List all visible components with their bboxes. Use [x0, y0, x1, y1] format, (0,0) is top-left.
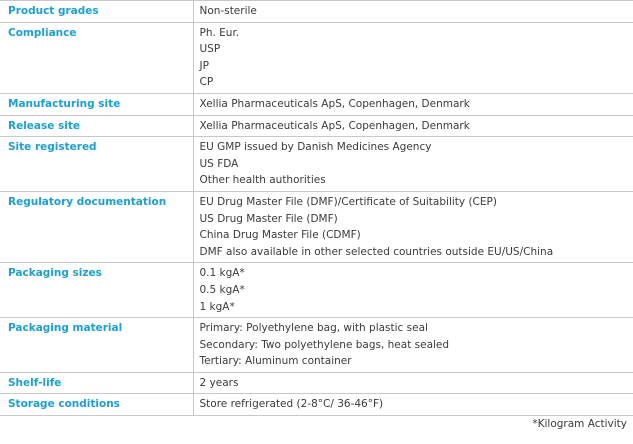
value-line: EU GMP issued by Danish Medicines Agency [199, 141, 432, 154]
spec-row-regulatory-documentation [0, 191, 633, 262]
value-line: 0.1 kgA* [199, 267, 245, 280]
value-line: US Drug Master File (DMF) [199, 212, 338, 225]
value-line: US FDA [199, 157, 239, 170]
value-line: Other health authorities [199, 174, 326, 187]
row-label: Shelf-life [0, 372, 193, 394]
value-line: 2 years [199, 376, 239, 389]
row-label: Compliance [0, 22, 193, 93]
value-line: EU Drug Master File (DMF)/Certificate of Suitability (CEP) [199, 195, 497, 208]
row-label: Product grades [0, 1, 193, 23]
spec-row-product-grades [0, 1, 633, 23]
spec-row-packaging-material [0, 318, 633, 373]
row-label: Storage conditions [0, 394, 193, 416]
value-line: Ph. Eur. [199, 26, 240, 39]
value-line: 1 kgA* [199, 300, 235, 313]
row-value [193, 137, 633, 192]
value-line: Xellia Pharmaceuticals ApS, Copenhagen, Denmark [199, 119, 470, 132]
row-label: Packaging sizes [0, 263, 193, 318]
row-label: Release site [0, 115, 193, 137]
spec-row-release-site [0, 115, 633, 137]
value-line: Non-sterile [199, 5, 257, 17]
row-value [193, 191, 633, 262]
row-value [193, 372, 633, 394]
value-line: DMF also available in other selected countries outside EU/US/China [199, 245, 554, 258]
row-value [193, 263, 633, 318]
value-line: Primary: Polyethylene bag, with plastic seal [199, 322, 428, 335]
value-line: Tertiary: Aluminum container [199, 355, 352, 368]
spec-row-compliance [0, 22, 633, 93]
value-line: China Drug Master File (CDMF) [199, 229, 361, 242]
value-line: Store refrigerated (2-8°C/ 36-46°F) [199, 398, 384, 411]
row-value [193, 22, 633, 93]
row-label: Packaging material [0, 318, 193, 373]
value-line: CP [199, 76, 214, 89]
value-line: Xellia Pharmaceuticals ApS, Copenhagen, Denmark [199, 97, 470, 110]
row-value [193, 1, 633, 23]
value-line: 0.5 kgA* [199, 283, 245, 296]
spec-row-manufacturing-site [0, 93, 633, 115]
value-line: Secondary: Two polyethylene bags, heat sealed [199, 338, 450, 351]
row-label: Regulatory documentation [0, 191, 193, 262]
row-value [193, 115, 633, 137]
value-line: JP [199, 59, 209, 72]
spec-row-packaging-sizes [0, 263, 633, 318]
row-value [193, 318, 633, 373]
row-label: Manufacturing site [0, 93, 193, 115]
spec-row-site-registered [0, 137, 633, 192]
spec-row-shelf-life [0, 372, 633, 394]
row-value [193, 93, 633, 115]
row-label: Site registered [0, 137, 193, 192]
spec-row-storage-conditions [0, 394, 633, 416]
value-line: USP [199, 43, 221, 56]
footnote: *Kilogram Activity [532, 418, 627, 430]
row-value [193, 394, 633, 416]
